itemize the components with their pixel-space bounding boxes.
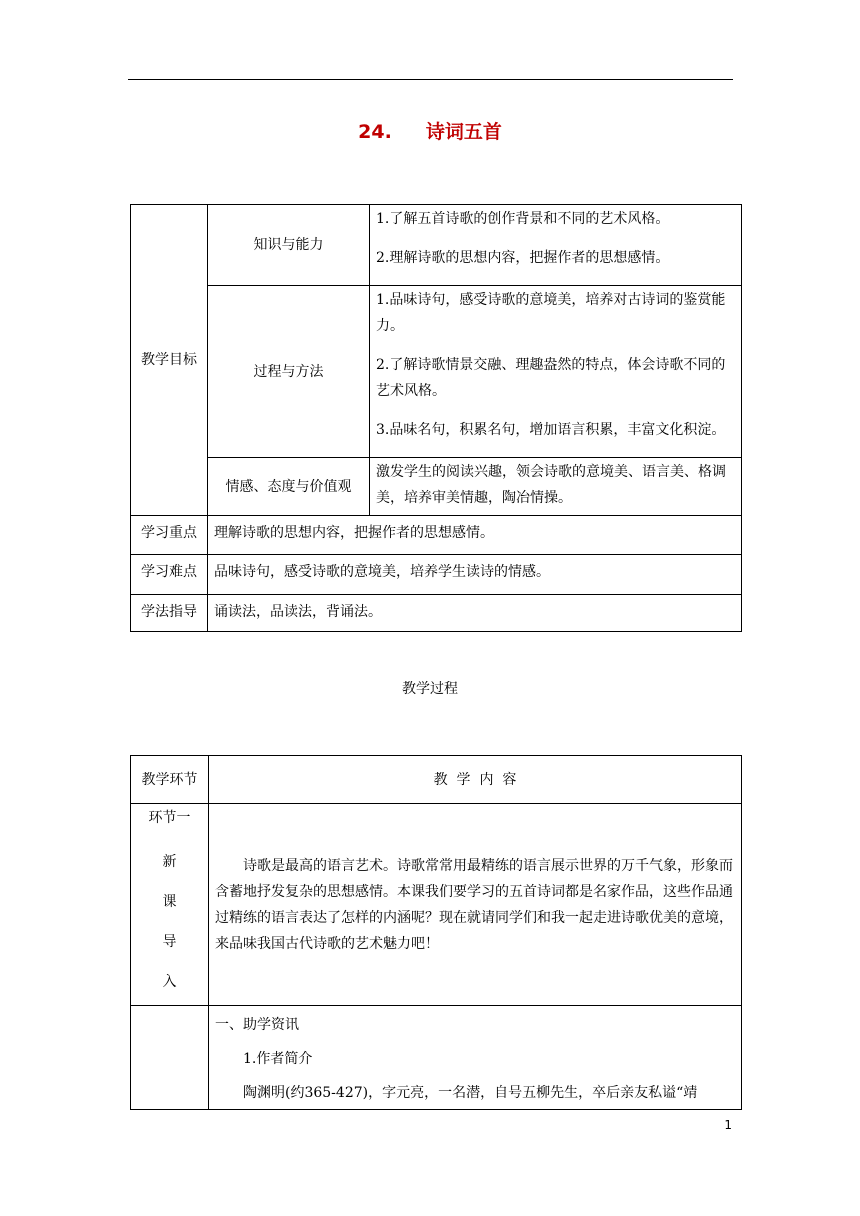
objectives-label: 教学目标	[131, 205, 208, 516]
row-content-values	[370, 458, 742, 516]
process-heading: 教学过程	[402, 681, 458, 697]
key-point-value: 理解诗歌的思想内容，把握作者的思想感情。	[208, 516, 742, 555]
difficulty-value: 品味诗句，感受诗歌的意境美，培养学生读诗的情感。	[208, 555, 742, 595]
objective-item: 1.品味诗句，感受诗歌的意境美，培养对古诗词的鉴赏能力。	[376, 292, 726, 334]
objectives-table	[130, 204, 742, 632]
intro-paragraph: 诗歌是最高的语言艺术。诗歌常常用最精练的语言展示世界的万千气象，形象而含蓄地抒发复杂的思想感情。本课我们要学习的五首诗词都是名家作品，这些作品通过精练的语言表达了怎样的内涵呢？现在就请同学们和我一起走进诗歌优美的意境，来品味我国古代诗歌的艺术魅力吧！	[215, 857, 733, 952]
title-text: 诗词五首	[425, 121, 502, 143]
page-title	[0, 117, 860, 144]
row-label-values: 情感、态度与价值观	[208, 458, 370, 516]
section1-label-line: 入	[162, 974, 177, 990]
objective-item: 2.了解诗歌情景交融、理趣盎然的特点，体会诗歌不同的艺术风格。	[376, 357, 726, 399]
method-value: 诵读法，品读法，背诵法。	[208, 595, 742, 632]
header-content: 教 学 内 容	[209, 756, 742, 804]
objective-item: 3.品味名句，积累名句，增加语言积累，丰富文化积淀。	[376, 422, 726, 438]
row-content-knowledge	[370, 205, 742, 286]
section1-label-line: 课	[162, 894, 177, 910]
section1-content	[209, 804, 742, 1006]
process-table	[130, 755, 742, 1110]
section2-subheading: 1.作者简介	[243, 1051, 313, 1067]
method-label: 学法指导	[131, 595, 208, 632]
section1-label-line: 导	[162, 934, 177, 950]
title-number: 24.	[358, 121, 392, 143]
section2-label	[131, 1006, 209, 1110]
header-section: 教学环节	[131, 756, 209, 804]
row-label-knowledge: 知识与能力	[208, 205, 370, 286]
section2-content	[209, 1006, 742, 1110]
row-content-process	[370, 286, 742, 458]
section2-heading: 一、助学资讯	[215, 1017, 299, 1033]
key-point-label: 学习重点	[131, 516, 208, 555]
section1-label	[131, 804, 209, 1006]
objective-item: 1.了解五首诗歌的创作背景和不同的艺术风格。	[376, 211, 670, 227]
page-number: 1	[724, 1118, 732, 1132]
objective-item: 激发学生的阅读兴趣，领会诗歌的意境美、语言美、格调美，培养审美情趣，陶冶情操。	[376, 464, 726, 506]
author-text: 陶渊明(约365-427)，字元亮，一名潜，自号五柳先生，卒后亲友私谥“靖	[243, 1085, 698, 1101]
section1-label-line: 环节一	[148, 810, 191, 826]
objective-item: 2.理解诗歌的思想内容，把握作者的思想感情。	[376, 250, 670, 266]
difficulty-label: 学习难点	[131, 555, 208, 595]
row-label-process: 过程与方法	[208, 286, 370, 458]
section1-label-line: 新	[162, 854, 177, 870]
header-rule	[128, 79, 733, 80]
